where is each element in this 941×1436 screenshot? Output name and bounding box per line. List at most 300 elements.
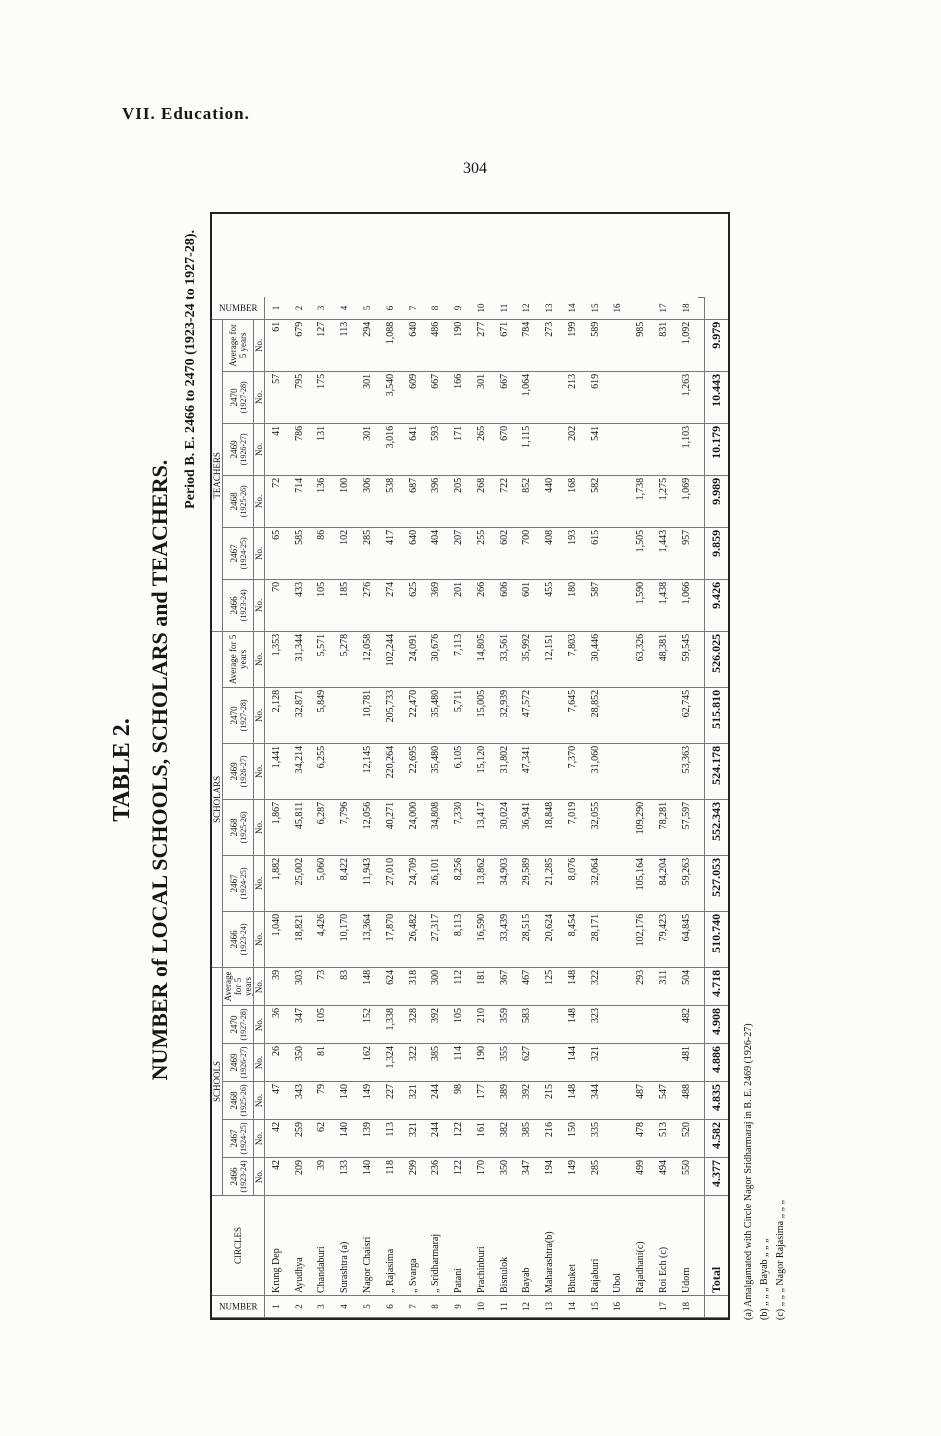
teachers-cell: 1,088 bbox=[379, 319, 402, 371]
table-row bbox=[630, 214, 653, 1318]
teachers-cell: 1,064 bbox=[516, 371, 539, 423]
scholars-cell: 109,290 bbox=[630, 799, 653, 855]
row-number-right: 11 bbox=[493, 297, 516, 319]
row-number: 16 bbox=[607, 1296, 630, 1318]
scholars-cell bbox=[607, 631, 630, 687]
teachers-cell: 171 bbox=[447, 423, 470, 475]
schools-cell: 335 bbox=[584, 1120, 607, 1158]
table-row bbox=[493, 214, 516, 1318]
number-header-left: NUMBER bbox=[212, 1296, 265, 1318]
schools-cell bbox=[334, 1044, 357, 1082]
row-number bbox=[630, 1296, 653, 1318]
teachers-cell bbox=[607, 579, 630, 631]
scholars-cell: 5,278 bbox=[334, 631, 357, 687]
year-header: 2467 (1924-25) bbox=[223, 855, 254, 911]
schools-cell: 83 bbox=[334, 967, 357, 1005]
teachers-cell: 199 bbox=[561, 319, 584, 371]
schools-cell: 347 bbox=[516, 1158, 539, 1196]
schools-cell: 350 bbox=[493, 1158, 516, 1196]
schools-cell bbox=[607, 967, 630, 1005]
total-label: Total bbox=[704, 1196, 728, 1296]
scholars-cell: 26,101 bbox=[425, 855, 448, 911]
scholars-cell: 34,808 bbox=[425, 799, 448, 855]
table-label: TABLE 2. bbox=[109, 718, 135, 822]
row-number-right: 2 bbox=[288, 297, 311, 319]
teachers-cell: 1,263 bbox=[675, 371, 698, 423]
year-header: 2469 (1926-27) bbox=[223, 1044, 254, 1082]
scholars-cell bbox=[652, 743, 675, 799]
teachers-cell: 265 bbox=[470, 423, 493, 475]
scholars-cell: 18,848 bbox=[539, 799, 562, 855]
scholars-cell: 18,821 bbox=[288, 911, 311, 967]
schools-cell: 209 bbox=[288, 1158, 311, 1196]
total-teachers: 9.426 bbox=[704, 579, 728, 631]
scholars-cell: 17,870 bbox=[379, 911, 402, 967]
schools-cell: 392 bbox=[516, 1082, 539, 1120]
schools-cell: 478 bbox=[630, 1120, 653, 1158]
scholars-cell: 32,055 bbox=[584, 799, 607, 855]
table-row bbox=[539, 214, 562, 1318]
teachers-cell: 609 bbox=[402, 371, 425, 423]
table-title: NUMBER of LOCAL SCHOOLS, SCHOLARS and TEACHERS. bbox=[147, 459, 172, 1081]
schools-cell bbox=[607, 1006, 630, 1044]
total-teachers: 9.859 bbox=[704, 527, 728, 579]
year-header: 2467 (1924-25) bbox=[223, 1120, 254, 1158]
teachers-cell: 417 bbox=[379, 527, 402, 579]
row-number-right: 16 bbox=[607, 297, 630, 319]
schools-cell: 328 bbox=[402, 1006, 425, 1044]
schools-cell: 627 bbox=[516, 1044, 539, 1082]
teachers-cell bbox=[630, 371, 653, 423]
teachers-cell: 408 bbox=[539, 527, 562, 579]
schools-cell: 323 bbox=[584, 1006, 607, 1044]
row-number-right: 5 bbox=[356, 297, 379, 319]
no-header: No. bbox=[254, 1006, 265, 1044]
no-header: No. bbox=[254, 1120, 265, 1158]
circle-name: Rajadhani(c) bbox=[630, 1196, 653, 1296]
schools-cell: 39 bbox=[265, 967, 289, 1005]
schools-cell: 122 bbox=[447, 1120, 470, 1158]
scholars-cell: 63,326 bbox=[630, 631, 653, 687]
scholars-cell: 35,480 bbox=[425, 687, 448, 743]
teachers-cell: 593 bbox=[425, 423, 448, 475]
teachers-cell: 201 bbox=[447, 579, 470, 631]
schools-cell: 350 bbox=[288, 1044, 311, 1082]
scholars-cell: 48,381 bbox=[652, 631, 675, 687]
schools-cell: 133 bbox=[334, 1158, 357, 1196]
schools-cell: 367 bbox=[493, 967, 516, 1005]
scholars-cell: 1,441 bbox=[265, 743, 289, 799]
table-row bbox=[561, 214, 584, 1318]
schools-cell: 382 bbox=[493, 1120, 516, 1158]
schools-cell bbox=[630, 1006, 653, 1044]
teachers-cell: 671 bbox=[493, 319, 516, 371]
schools-cell: 244 bbox=[425, 1082, 448, 1120]
schools-cell: 140 bbox=[356, 1158, 379, 1196]
row-number: 5 bbox=[356, 1296, 379, 1318]
circle-name: Patani bbox=[447, 1196, 470, 1296]
scholars-cell: 6,287 bbox=[311, 799, 334, 855]
teachers-cell: 127 bbox=[311, 319, 334, 371]
schools-cell: 494 bbox=[652, 1158, 675, 1196]
total-schools: 4.835 bbox=[704, 1082, 728, 1120]
year-header: 2468 (1925-26) bbox=[223, 475, 254, 527]
teachers-cell: 1,103 bbox=[675, 423, 698, 475]
total-teachers: 10.443 bbox=[704, 371, 728, 423]
row-number: 14 bbox=[561, 1296, 584, 1318]
row-number-right: 1 bbox=[265, 297, 289, 319]
schools-cell: 259 bbox=[288, 1120, 311, 1158]
schools-cell: 482 bbox=[675, 1006, 698, 1044]
teachers-cell: 175 bbox=[311, 371, 334, 423]
teachers-cell: 285 bbox=[356, 527, 379, 579]
total-teachers: 9.989 bbox=[704, 475, 728, 527]
teachers-cell: 273 bbox=[539, 319, 562, 371]
schools-cell: 547 bbox=[652, 1082, 675, 1120]
scholars-cell: 7,803 bbox=[561, 631, 584, 687]
total-scholars: 552.343 bbox=[704, 799, 728, 855]
total-scholars: 510.740 bbox=[704, 911, 728, 967]
scholars-cell: 84,204 bbox=[652, 855, 675, 911]
teachers-cell: 301 bbox=[356, 371, 379, 423]
teachers-cell: 1,115 bbox=[516, 423, 539, 475]
total-teachers: 9.979 bbox=[704, 319, 728, 371]
schools-cell: 550 bbox=[675, 1158, 698, 1196]
teachers-cell: 185 bbox=[334, 579, 357, 631]
teachers-cell bbox=[652, 423, 675, 475]
row-number: 2 bbox=[288, 1296, 311, 1318]
schools-cell: 118 bbox=[379, 1158, 402, 1196]
no-header: No. bbox=[254, 1158, 265, 1196]
row-number-right: 6 bbox=[379, 297, 402, 319]
scholars-cell: 15,005 bbox=[470, 687, 493, 743]
table-row bbox=[607, 214, 630, 1318]
teachers-cell: 831 bbox=[652, 319, 675, 371]
scholars-cell: 24,000 bbox=[402, 799, 425, 855]
circle-name: Nagor Chaisri bbox=[356, 1196, 379, 1296]
circle-name: „ Sridharmaraj bbox=[425, 1196, 448, 1296]
table-row bbox=[379, 214, 402, 1318]
schools-cell bbox=[652, 1006, 675, 1044]
teachers-cell: 306 bbox=[356, 475, 379, 527]
schools-cell: 210 bbox=[470, 1006, 493, 1044]
scholars-cell: 15,120 bbox=[470, 743, 493, 799]
teachers-cell: 619 bbox=[584, 371, 607, 423]
row-number: 17 bbox=[652, 1296, 675, 1318]
teachers-cell: 615 bbox=[584, 527, 607, 579]
teachers-cell: 65 bbox=[265, 527, 289, 579]
schools-cell: 150 bbox=[561, 1120, 584, 1158]
teachers-cell: 589 bbox=[584, 319, 607, 371]
year-header: 2470 (1927-28) bbox=[223, 687, 254, 743]
teachers-cell: 667 bbox=[493, 371, 516, 423]
schools-cell: 148 bbox=[356, 967, 379, 1005]
scholars-cell: 220,264 bbox=[379, 743, 402, 799]
scholars-cell bbox=[334, 687, 357, 743]
schools-cell: 114 bbox=[447, 1044, 470, 1082]
scholars-cell: 32,939 bbox=[493, 687, 516, 743]
row-number-right: 3 bbox=[311, 297, 334, 319]
teachers-cell: 277 bbox=[470, 319, 493, 371]
schools-cell: 318 bbox=[402, 967, 425, 1005]
schools-cell: 122 bbox=[447, 1158, 470, 1196]
row-number: 12 bbox=[516, 1296, 539, 1318]
table-row bbox=[334, 214, 357, 1318]
total-scholars: 527.053 bbox=[704, 855, 728, 911]
circle-name: „ Svarga bbox=[402, 1196, 425, 1296]
row-number: 11 bbox=[493, 1296, 516, 1318]
schools-cell: 513 bbox=[652, 1120, 675, 1158]
schools-cell: 520 bbox=[675, 1120, 698, 1158]
teachers-cell: 852 bbox=[516, 475, 539, 527]
scholars-cell: 24,709 bbox=[402, 855, 425, 911]
schools-cell: 190 bbox=[470, 1044, 493, 1082]
scholars-cell: 12,058 bbox=[356, 631, 379, 687]
teachers-cell: 625 bbox=[402, 579, 425, 631]
scholars-cell: 62,745 bbox=[675, 687, 698, 743]
no-header: No. bbox=[254, 1044, 265, 1082]
schools-cell: 499 bbox=[630, 1158, 653, 1196]
scholars-cell: 47,572 bbox=[516, 687, 539, 743]
teachers-cell: 585 bbox=[288, 527, 311, 579]
scholars-cell: 31,060 bbox=[584, 743, 607, 799]
teachers-cell: 205 bbox=[447, 475, 470, 527]
scholars-cell: 31,802 bbox=[493, 743, 516, 799]
row-number-right: 7 bbox=[402, 297, 425, 319]
scholars-cell: 13,862 bbox=[470, 855, 493, 911]
total-row bbox=[704, 214, 728, 1318]
teachers-cell: 606 bbox=[493, 579, 516, 631]
teachers-cell: 193 bbox=[561, 527, 584, 579]
scholars-cell: 47,341 bbox=[516, 743, 539, 799]
schools-cell: 98 bbox=[447, 1082, 470, 1120]
row-number-right: 8 bbox=[425, 297, 448, 319]
schools-cell: 236 bbox=[425, 1158, 448, 1196]
scholars-cell: 34,214 bbox=[288, 743, 311, 799]
row-number: 8 bbox=[425, 1296, 448, 1318]
scholars-cell: 4,426 bbox=[311, 911, 334, 967]
table-row bbox=[675, 214, 698, 1318]
teachers-cell: 113 bbox=[334, 319, 357, 371]
schools-cell: 1,338 bbox=[379, 1006, 402, 1044]
schools-cell: 215 bbox=[539, 1082, 562, 1120]
scholars-cell: 8,076 bbox=[561, 855, 584, 911]
scholars-cell: 102,244 bbox=[379, 631, 402, 687]
scholars-cell bbox=[607, 855, 630, 911]
schools-cell: 285 bbox=[584, 1158, 607, 1196]
teachers-cell: 1,092 bbox=[675, 319, 698, 371]
schools-cell: 624 bbox=[379, 967, 402, 1005]
year-header: 2468 (1925-26) bbox=[223, 1082, 254, 1120]
table-row bbox=[311, 214, 334, 1318]
teachers-cell: 640 bbox=[402, 527, 425, 579]
scholars-cell: 12,056 bbox=[356, 799, 379, 855]
schools-cell: 385 bbox=[425, 1044, 448, 1082]
no-header: No. bbox=[254, 371, 265, 423]
scholars-cell: 36,941 bbox=[516, 799, 539, 855]
scholars-cell: 40,271 bbox=[379, 799, 402, 855]
scholars-cell: 28,171 bbox=[584, 911, 607, 967]
teachers-cell: 679 bbox=[288, 319, 311, 371]
scholars-cell: 30,446 bbox=[584, 631, 607, 687]
scholars-cell: 24,091 bbox=[402, 631, 425, 687]
schools-cell bbox=[334, 1006, 357, 1044]
teachers-cell: 276 bbox=[356, 579, 379, 631]
teachers-cell: 1,069 bbox=[675, 475, 698, 527]
scholars-cell: 20,624 bbox=[539, 911, 562, 967]
teachers-cell bbox=[539, 423, 562, 475]
no-header: No. bbox=[254, 855, 265, 911]
schools-cell bbox=[539, 1044, 562, 1082]
scholars-cell: 8,422 bbox=[334, 855, 357, 911]
schools-cell: 42 bbox=[265, 1158, 289, 1196]
teachers-cell: 1,738 bbox=[630, 475, 653, 527]
scholars-cell: 7,330 bbox=[447, 799, 470, 855]
scholars-cell: 34,903 bbox=[493, 855, 516, 911]
scholars-cell: 5,849 bbox=[311, 687, 334, 743]
year-header: 2466 (1923-24) bbox=[223, 579, 254, 631]
no-row bbox=[254, 214, 265, 1318]
teachers-cell: 168 bbox=[561, 475, 584, 527]
footnote-b: (b) „ „ „ Bayab „ „ „ bbox=[759, 1238, 770, 1320]
year-header: 2469 (1926-27) bbox=[223, 743, 254, 799]
teachers-header: TEACHERS bbox=[212, 319, 223, 631]
teachers-cell bbox=[607, 475, 630, 527]
table-head bbox=[212, 214, 265, 1318]
scholars-cell: 10,781 bbox=[356, 687, 379, 743]
scholars-cell bbox=[539, 743, 562, 799]
schools-cell: 149 bbox=[356, 1082, 379, 1120]
period-caption: Period B. E. 2466 to 2470 (1923-24 to 1927-28). bbox=[183, 230, 198, 509]
scholars-cell: 5,060 bbox=[311, 855, 334, 911]
scholars-cell: 79,423 bbox=[652, 911, 675, 967]
no-header: No. bbox=[254, 743, 265, 799]
teachers-cell: 440 bbox=[539, 475, 562, 527]
teachers-cell bbox=[334, 423, 357, 475]
total-number-right bbox=[704, 297, 728, 319]
page-number: 304 bbox=[463, 160, 487, 177]
total-scholars: 515.810 bbox=[704, 687, 728, 743]
teachers-cell bbox=[539, 371, 562, 423]
year-header: 2467 (1924-25) bbox=[223, 527, 254, 579]
circle-name: Krung Dep bbox=[265, 1196, 289, 1296]
scholars-cell: 57,597 bbox=[675, 799, 698, 855]
teachers-cell: 102 bbox=[334, 527, 357, 579]
teachers-cell: 486 bbox=[425, 319, 448, 371]
teachers-cell: 714 bbox=[288, 475, 311, 527]
teachers-cell bbox=[334, 371, 357, 423]
data-table bbox=[212, 214, 728, 1318]
footnotes bbox=[741, 1023, 789, 1320]
total-scholars: 524.178 bbox=[704, 743, 728, 799]
schools-cell: 299 bbox=[402, 1158, 425, 1196]
schools-cell: 389 bbox=[493, 1082, 516, 1120]
no-header: No. bbox=[254, 319, 265, 371]
teachers-cell: 180 bbox=[561, 579, 584, 631]
teachers-cell: 786 bbox=[288, 423, 311, 475]
scholars-cell bbox=[630, 743, 653, 799]
schools-cell: 26 bbox=[265, 1044, 289, 1082]
schools-cell: 194 bbox=[539, 1158, 562, 1196]
scholars-cell: 35,480 bbox=[425, 743, 448, 799]
schools-cell: 149 bbox=[561, 1158, 584, 1196]
scholars-cell: 26,482 bbox=[402, 911, 425, 967]
teachers-cell: 433 bbox=[288, 579, 311, 631]
total-schools: 4.582 bbox=[704, 1120, 728, 1158]
teachers-cell: 274 bbox=[379, 579, 402, 631]
schools-cell: 79 bbox=[311, 1082, 334, 1120]
schools-cell bbox=[630, 1044, 653, 1082]
schools-cell: 140 bbox=[334, 1082, 357, 1120]
table-body bbox=[265, 214, 729, 1318]
scholars-cell: 7,370 bbox=[561, 743, 584, 799]
footnote-c: (c) „ „ „ Nagor Rajasima „ „ „ bbox=[775, 1200, 786, 1320]
row-number: 15 bbox=[584, 1296, 607, 1318]
schools-cell: 144 bbox=[561, 1044, 584, 1082]
schools-cell: 125 bbox=[539, 967, 562, 1005]
year-header: 2469 (1926-27) bbox=[223, 423, 254, 475]
no-header: No. bbox=[254, 911, 265, 967]
scholars-cell: 7,019 bbox=[561, 799, 584, 855]
circle-name: Bayab bbox=[516, 1196, 539, 1296]
schools-cell: 488 bbox=[675, 1082, 698, 1120]
scholars-cell bbox=[539, 687, 562, 743]
scholars-cell: 59,263 bbox=[675, 855, 698, 911]
teachers-cell: 255 bbox=[470, 527, 493, 579]
scholars-cell: 12,151 bbox=[539, 631, 562, 687]
teachers-cell: 670 bbox=[493, 423, 516, 475]
scholars-cell: 8,113 bbox=[447, 911, 470, 967]
scholars-cell: 27,317 bbox=[425, 911, 448, 967]
schools-cell: 321 bbox=[402, 1120, 425, 1158]
schools-cell: 227 bbox=[379, 1082, 402, 1120]
row-number-right: 15 bbox=[584, 297, 607, 319]
schools-cell: 385 bbox=[516, 1120, 539, 1158]
circle-name: Rajaburi bbox=[584, 1196, 607, 1296]
circle-name: Bisnulok bbox=[493, 1196, 516, 1296]
schools-cell: 162 bbox=[356, 1044, 379, 1082]
row-number-right: 13 bbox=[539, 297, 562, 319]
scholars-cell: 6,255 bbox=[311, 743, 334, 799]
scholars-cell: 7,645 bbox=[561, 687, 584, 743]
teachers-cell: 667 bbox=[425, 371, 448, 423]
teachers-cell: 1,066 bbox=[675, 579, 698, 631]
teachers-cell: 70 bbox=[265, 579, 289, 631]
table-row bbox=[652, 214, 675, 1318]
average-header: Average for 5 years bbox=[223, 631, 254, 687]
teachers-cell: 3,016 bbox=[379, 423, 402, 475]
circle-name: Surashtra (a) bbox=[334, 1196, 357, 1296]
schools-cell bbox=[539, 1006, 562, 1044]
scholars-cell bbox=[334, 743, 357, 799]
row-number-right: 18 bbox=[675, 297, 698, 319]
row-number: 6 bbox=[379, 1296, 402, 1318]
schools-cell: 113 bbox=[379, 1120, 402, 1158]
teachers-cell: 455 bbox=[539, 579, 562, 631]
scholars-cell: 8,256 bbox=[447, 855, 470, 911]
scholars-cell: 31,344 bbox=[288, 631, 311, 687]
year-header: 2470 (1927-28) bbox=[223, 1006, 254, 1044]
year-row bbox=[223, 214, 254, 1318]
scholars-cell: 102,176 bbox=[630, 911, 653, 967]
no-header: No. bbox=[254, 631, 265, 687]
schools-cell: 161 bbox=[470, 1120, 493, 1158]
schools-cell: 170 bbox=[470, 1158, 493, 1196]
scholars-cell: 7,796 bbox=[334, 799, 357, 855]
teachers-cell: 1,505 bbox=[630, 527, 653, 579]
scholars-cell: 29,589 bbox=[516, 855, 539, 911]
scholars-cell: 10,170 bbox=[334, 911, 357, 967]
